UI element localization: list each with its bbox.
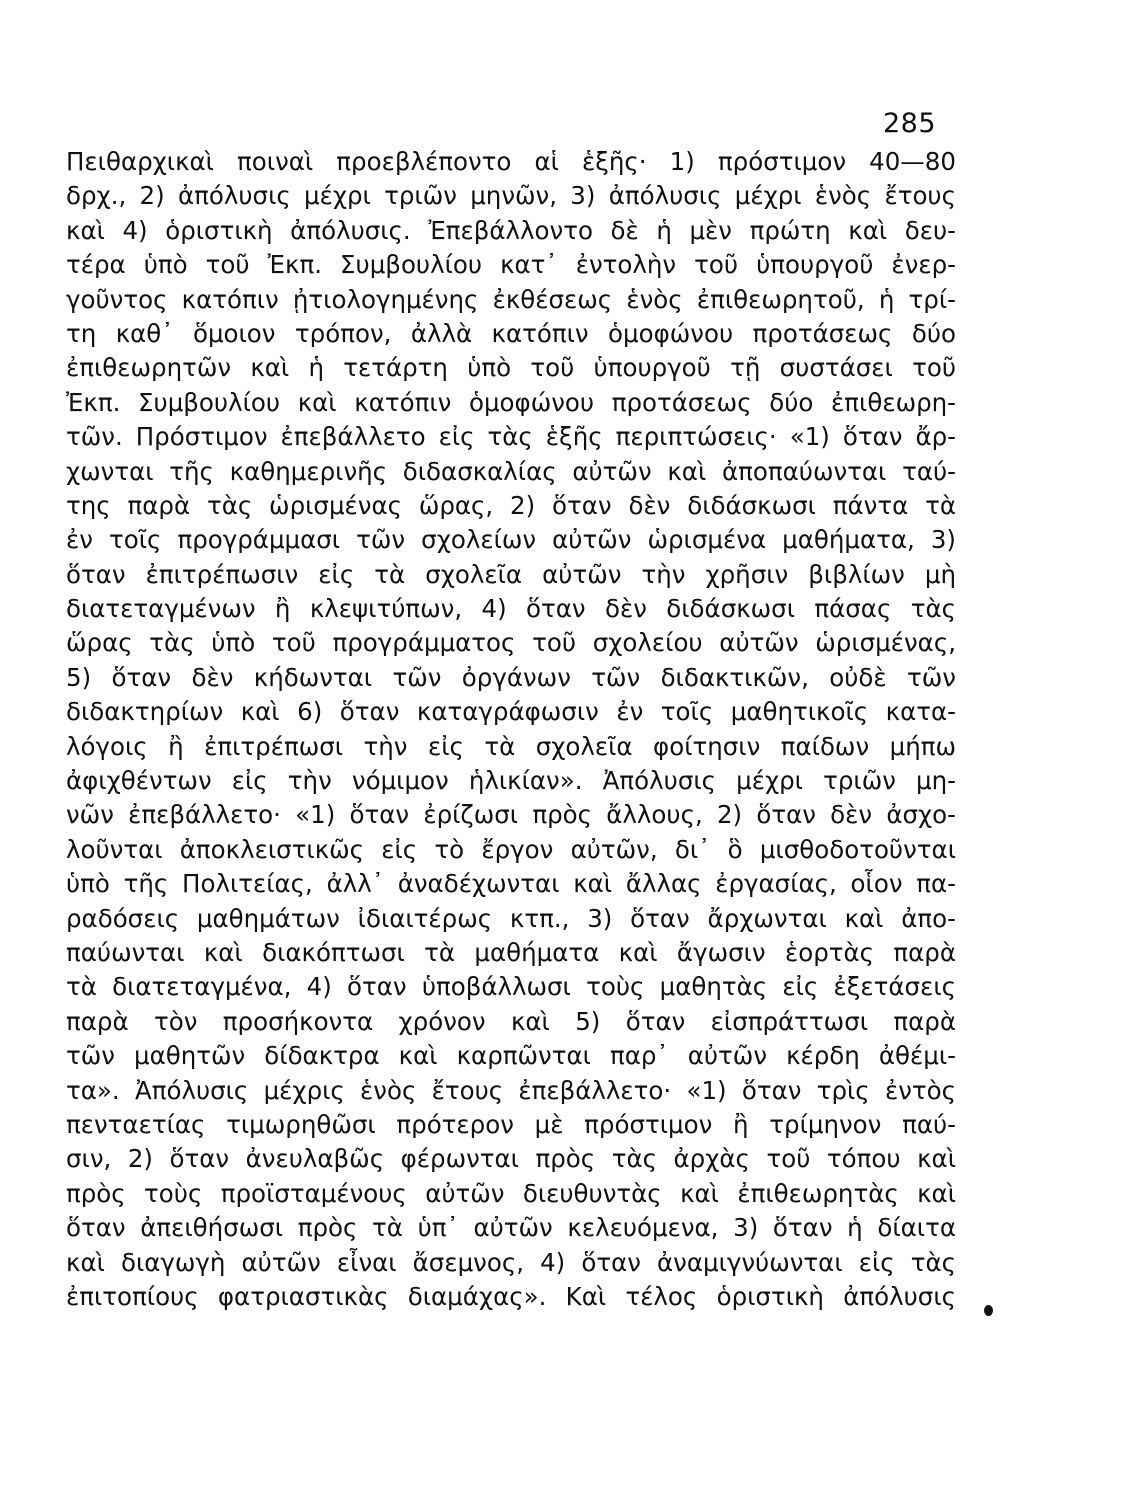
text-line: τέρα ὑπὸ τοῦ Ἐκπ. Συμβουλίου κατ᾽ ἐντολὴν τοῦ ὑπουργοῦ ἐνερ- bbox=[66, 250, 956, 280]
text-line: πρὸς τοὺς προϊσταμένους αὐτῶν διευθυντὰς καὶ ἐπιθεωρητὰς καὶ bbox=[66, 1178, 956, 1208]
text-line: γοῦντος κατόπιν ᾐτιολογημένης ἐκθέσεως ἑνὸς ἐπιθεωρητοῦ, ἡ τρί- bbox=[66, 284, 956, 314]
page-number: 285 bbox=[883, 108, 937, 139]
text-line: ἐν τοῖς προγράμμασι τῶν σχολείων αὐτῶν ὡρισμένα μαθήματα, 3) bbox=[66, 525, 956, 555]
text-line: τῶν μαθητῶν δίδακτρα καὶ καρπῶνται παρ᾽ αὐτῶν κέρδη ἀθέμι- bbox=[66, 1041, 956, 1071]
text-line: νῶν ἐπεβάλλετο· «1) ὅταν ἐρίζωσι πρὸς ἄλλους, 2) ὅταν δὲν ἀσχο- bbox=[66, 800, 956, 830]
text-line: Πειθαρχικαὶ ποιναὶ προεβλέποντο αἱ ἑξῆς· 1) πρόστιμον 40—80 bbox=[66, 147, 956, 176]
text-line: δρχ., 2) ἀπόλυσις μέχρι τριῶν μηνῶν, 3) ἀπόλυσις μέχρι ἑνὸς ἔτους bbox=[66, 181, 956, 211]
margin-ink-dot bbox=[984, 1305, 993, 1316]
text-line: λόγοις ἢ ἐπιτρέπωσι τὴν εἰς τὰ σχολεῖα φοίτησιν παίδων μήπω bbox=[66, 731, 956, 761]
text-line: τῶν. Πρόστιμον ἐπεβάλλετο εἰς τὰς ἑξῆς περιπτώσεις· «1) ὅταν ἄρ- bbox=[66, 422, 956, 452]
text-line: διατεταγμένων ἢ κλεψιτύπων, 4) ὅταν δὲν διδάσκωσι πάσας τὰς bbox=[66, 594, 956, 624]
text-line: ὅταν ἐπιτρέπωσιν εἰς τὰ σχολεῖα αὐτῶν τὴν χρῆσιν βιβλίων μὴ bbox=[66, 559, 956, 589]
text-line: ἀφιχθέντων εἰς τὴν νόμιμον ἡλικίαν». Ἀπόλυσις μέχρι τριῶν μη- bbox=[66, 766, 956, 796]
body-text bbox=[66, 145, 956, 1314]
text-line: ἐπιθεωρητῶν καὶ ἡ τετάρτη ὑπὸ τοῦ ὑπουργοῦ τῇ συστάσει τοῦ bbox=[66, 353, 956, 383]
text-line: λοῦνται ἀποκλειστικῶς εἰς τὸ ἔργον αὐτῶν, δι᾽ ὃ μισθοδοτοῦνται bbox=[66, 834, 956, 864]
text-line: ἐπιτοπίους φατριαστικὰς διαμάχας». Καὶ τέλος ὁριστικὴ ἀπόλυσις bbox=[66, 1281, 956, 1311]
text-line: καὶ διαγωγὴ αὐτῶν εἶναι ἄσεμνος, 4) ὅταν ἀναμιγνύωνται εἰς τὰς bbox=[66, 1247, 956, 1277]
text-line: ὅταν ἀπειθήσωσι πρὸς τὰ ὑπ᾽ αὐτῶν κελευόμενα, 3) ὅταν ἡ δίαιτα bbox=[66, 1213, 956, 1243]
text-line: τὰ διατεταγμένα, 4) ὅταν ὑποβάλλωσι τοὺς μαθητὰς εἰς ἐξετάσεις bbox=[66, 972, 956, 1002]
text-line: της παρὰ τὰς ὡρισμένας ὥρας, 2) ὅταν δὲν διδάσκωσι πάντα τὰ bbox=[66, 490, 956, 520]
text-line: σιν, 2) ὅταν ἀνευλαβῶς φέρωνται πρὸς τὰς ἀρχὰς τοῦ τόπου καὶ bbox=[66, 1144, 956, 1174]
text-line: πενταετίας τιμωρηθῶσι πρότερον μὲ πρόστιμον ἢ τρίμηνον παύ- bbox=[66, 1109, 956, 1139]
text-line: ραδόσεις μαθημάτων ἰδιαιτέρως κτπ., 3) ὅταν ἄρχωνται καὶ ἀπο- bbox=[66, 903, 956, 933]
text-line: παρὰ τὸν προσήκοντα χρόνον καὶ 5) ὅταν εἰσπράττωσι παρὰ bbox=[66, 1006, 956, 1036]
text-line: 5) ὅταν δὲν κήδωνται τῶν ὀργάνων τῶν διδακτικῶν, οὐδὲ τῶν bbox=[66, 662, 956, 692]
text-line: τα». Ἀπόλυσις μέχρις ἑνὸς ἔτους ἐπεβάλλετο· «1) ὅταν τρὶς ἐντὸς bbox=[66, 1075, 956, 1105]
text-line: ὑπὸ τῆς Πολιτείας, ἀλλ᾽ ἀναδέχωνται καὶ ἄλλας ἐργασίας, οἷον πα- bbox=[66, 869, 956, 899]
text-line: ὥρας τὰς ὑπὸ τοῦ προγράμματος τοῦ σχολείου αὐτῶν ὡρισμένας, bbox=[66, 628, 956, 658]
text-line: Ἐκπ. Συμβουλίου καὶ κατόπιν ὁμοφώνου προτάσεως δύο ἐπιθεωρη- bbox=[66, 387, 956, 417]
text-line: καὶ 4) ὁριστικὴ ἀπόλυσις. Ἐπεβάλλοντο δὲ ἡ μὲν πρώτη καὶ δευ- bbox=[66, 215, 956, 245]
text-line: παύωνται καὶ διακόπτωσι τὰ μαθήματα καὶ ἄγωσιν ἑορτὰς παρὰ bbox=[66, 937, 956, 967]
text-line: διδακτηρίων καὶ 6) ὅταν καταγράφωσιν ἐν τοῖς μαθητικοῖς κατα- bbox=[66, 697, 956, 727]
text-line: τη καθ᾽ ὅμοιον τρόπον, ἀλλὰ κατόπιν ὁμοφώνου προτάσεως δύο bbox=[66, 318, 956, 348]
text-line: χωνται τῆς καθημερινῆς διδασκαλίας αὐτῶν καὶ ἀποπαύωνται ταύ- bbox=[66, 456, 956, 486]
